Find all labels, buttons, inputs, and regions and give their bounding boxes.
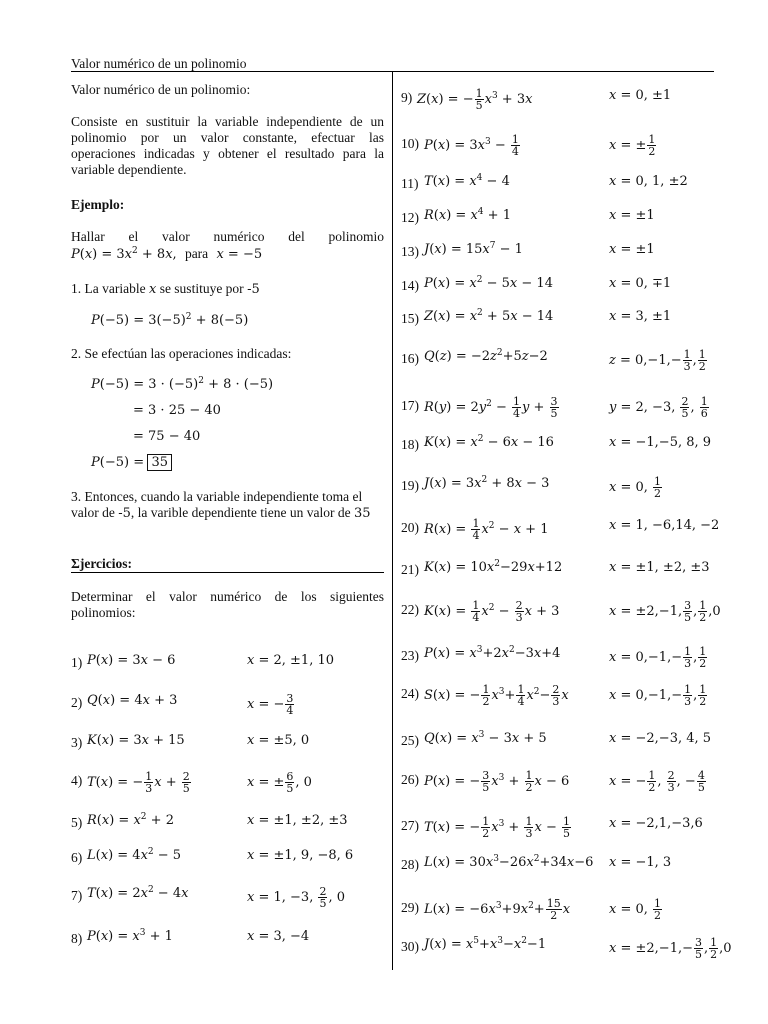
exercise-polynomial: $P(x) = x^2 - 5x - 14$ — [424, 275, 553, 291]
exercise-polynomial: T(x) = − $\frac{1}{3}$ x + $\frac{2}{5}$ — [87, 770, 190, 795]
exercise-polynomial: $J(x) = 3x^2 + 8x - 3$ — [424, 475, 550, 491]
exercise-number: 28) — [401, 857, 419, 872]
exercise-values: x = − $\frac{3}{4}$ — [247, 692, 294, 717]
exercise-number: 25) — [401, 733, 419, 748]
step-2-text: 2. Se efectúan las operaciones indicadas: — [71, 346, 292, 361]
exercise-polynomial: $R(x) = x^2 + 2$ — [87, 812, 174, 828]
exercise-polynomial: K(x) = $\frac{1}{4}$ $x^2$ − $\frac{2}{3}$ x + 3 — [424, 599, 560, 624]
exercise-polynomial: Q(x) = 4x + 3 — [87, 693, 178, 708]
exercise-values: x = − $\frac{1}{2}$ , $\frac{2}{3}$ , − $\frac{4}{5}$ — [609, 769, 705, 794]
exercise-number: 5) — [71, 815, 83, 830]
exercise-number: 12) — [401, 210, 419, 225]
exercise-values: x = 1, −6,14, −2 — [609, 518, 720, 533]
exercise-values: x = 3, ±1 — [609, 309, 672, 324]
exercise-values: x = −2,−3, 4, 5 — [609, 731, 712, 746]
exercise-number: 17) — [401, 398, 419, 413]
exercise-values: x = 0, $\frac{1}{2}$ — [609, 475, 662, 500]
column-divider — [392, 72, 393, 970]
exercise-polynomial: $Z(x) = x^2 + 5x - 14$ — [424, 308, 554, 324]
step-1-var: x — [148, 282, 157, 297]
exercise-polynomial: $R(y) = 2y^2$ − $\frac{1}{4}$ y + $\frac{3}{5}$ — [424, 395, 558, 420]
exercise-number: 22) — [401, 602, 419, 617]
exercise-number: 9) — [401, 90, 413, 105]
exercise-polynomial: $P(x) = 3x^3$ − $\frac{1}{4}$ — [424, 133, 519, 158]
step-1-value: -5 — [247, 282, 260, 297]
exercise-values: x = 0, ±1 — [609, 88, 672, 103]
exercise-polynomial: $Q(x) = x^3 - 3x + 5$ — [424, 730, 547, 746]
exercise-number: 7) — [71, 888, 83, 903]
exercise-number: 6) — [71, 850, 83, 865]
exercise-polynomial: $K(x) = 10x^2-29x+12$ — [424, 559, 563, 575]
step-3-value: -5 — [118, 506, 131, 521]
exercise-values: x = 1, −3, $\frac{2}{5}$ , 0 — [247, 885, 346, 910]
exercise-values: x = 0, ∓1 — [609, 276, 672, 291]
exercise-number: 3) — [71, 735, 83, 750]
exercise-values: x = ±5, 0 — [247, 733, 310, 748]
hallar-line-1: Hallar el valor numérico del polinomio — [71, 229, 384, 244]
exercise-polynomial: $L(x) = 30x^3-26x^2+34x-6$ — [424, 854, 594, 870]
exercise-number: 14) — [401, 278, 419, 293]
exercise-values: x = ±2,−1,− $\frac{3}{5}$ , $\frac{1}{2}$ ,0 — [609, 936, 732, 961]
step-1-rest: se sustituye por — [159, 281, 244, 296]
exercise-number: 2) — [71, 695, 83, 710]
exercise-number: 1) — [71, 655, 83, 670]
exercise-number: 29) — [401, 900, 419, 915]
exercise-number: 16) — [401, 351, 419, 366]
intro-title: Valor numérico de un polinomio: — [71, 82, 251, 97]
exercise-values: x = ±1, 9, −8, 6 — [247, 848, 354, 863]
exercise-number: 27) — [401, 818, 419, 833]
exercise-number: 18) — [401, 437, 419, 452]
exercise-values: x = 2, ±1, 10 — [247, 653, 335, 668]
exercise-number: 13) — [401, 244, 419, 259]
exercise-values: x = −1, 3 — [609, 855, 672, 870]
exercise-polynomial: T(x) = − $\frac{1}{2}$ $x^3$ + $\frac{1}{3}$ x − $\frac{1}{5}$ — [424, 815, 570, 840]
exercise-polynomial: $T(x) = 2x^2 - 4x$ — [87, 885, 189, 901]
exercise-polynomial: $J(x) = x^5+x^3-x^2-1$ — [424, 936, 547, 952]
exercise-number: 11) — [401, 176, 419, 191]
ejercicios-rule — [71, 572, 384, 573]
exercise-values: x = −2,1,−3,6 — [609, 816, 703, 831]
exercise-values: x = 0, 1, ±2 — [609, 174, 688, 189]
exercise-polynomial: $K(x) = x^2 - 6x - 16$ — [424, 434, 554, 450]
exercise-polynomial: Z(x) = − $\frac{1}{5}$ $x^3 + 3x$ — [417, 87, 533, 112]
exercise-polynomial: $Q(z) = -2z^2+5z-2$ — [424, 348, 548, 364]
exercise-number: 10) — [401, 136, 419, 151]
exercise-number: 21) — [401, 562, 419, 577]
step-2-line-3: = 75 − 40 — [133, 429, 201, 444]
exercise-number: 20) — [401, 520, 419, 535]
exercise-polynomial: S(x) = − $\frac{1}{2}$ $x^3+$ $\frac{1}{4}$ $x^2-$ $\frac{2}{3}$ x — [424, 683, 569, 708]
exercise-values: x = ± $\frac{1}{2}$ — [609, 133, 656, 158]
exercise-polynomial: $L(x) = 4x^2 - 5$ — [87, 847, 182, 863]
exercise-values: x = 0,−1,− $\frac{1}{3}$ , $\frac{1}{2}$ — [609, 645, 707, 670]
exercise-number: 19) — [401, 478, 419, 493]
determinar-text: Determinar el valor numérico de los siguientes polinomios: — [71, 589, 384, 620]
step-3-paragraph — [71, 489, 384, 522]
step-1-text: 1. La variable — [71, 281, 146, 296]
exercise-polynomial: $T(x) = x^4 - 4$ — [424, 173, 510, 189]
step-3-text: 3. Entonces, cuando la variable independiente toma el valor de — [71, 489, 363, 520]
step-2-line-2: = 3 · 25 − 40 — [133, 403, 221, 418]
step-2-result — [91, 454, 172, 470]
ejemplo-title: Ejemplo: — [71, 197, 125, 212]
intro-paragraph: Consiste en sustituir la variable independiente de un polinomio por un valor constante, efectuar las operaciones indicadas y obtener el resultado para la variable dependiente. — [71, 114, 384, 177]
exercise-values: x = ±1 — [609, 208, 655, 223]
exercise-polynomial: K(x) = 3x + 15 — [87, 733, 185, 748]
exercise-number: 15) — [401, 311, 419, 326]
exercise-number: 4) — [71, 773, 83, 788]
exercise-polynomial: $L(x) = -6x^3+9x^2+$ $\frac{15}{2}$ x — [424, 897, 571, 922]
exercise-values: y = 2, −3, $\frac{2}{5}$ , $\frac{1}{6}$ — [609, 395, 708, 420]
step-3-result: 35 — [353, 506, 371, 521]
exercise-values: z = 0,−1,− $\frac{1}{3}$ , $\frac{1}{2}$ — [609, 348, 706, 373]
exercise-number: 24) — [401, 686, 419, 701]
exercise-values: x = ±1 — [609, 242, 655, 257]
exercise-polynomial: $P(x) = x^3 + 1$ — [87, 928, 173, 944]
exercise-values: x = ±2,−1, $\frac{3}{5}$ , $\frac{1}{2}$ ,0 — [609, 599, 721, 624]
exercise-polynomial: $R(x) = x^4 + 1$ — [424, 207, 511, 223]
exercise-number: 30) — [401, 939, 419, 954]
exercise-values: x = 0, $\frac{1}{2}$ — [609, 897, 662, 922]
exercise-polynomial: P(x) = − $\frac{3}{5}$ $x^3$ + $\frac{1}{2}$ x − 6 — [424, 769, 570, 794]
result-lhs: P(−5) = — [91, 455, 145, 470]
ejercicios-title: Σjercicios: — [71, 556, 133, 571]
exercise-polynomial: $P(x) = x^3+2x^2-3x+4$ — [424, 645, 561, 661]
hallar-line-2: $P(x) = 3x^2 + 8x$, para x = −5 — [71, 246, 263, 262]
exercise-number: 8) — [71, 931, 83, 946]
step-1-line — [71, 281, 260, 297]
exercise-values: x = −1,−5, 8, 9 — [609, 435, 712, 450]
step-1-equation: $P(-5) = 3(-5)^2 + 8(-5)$ — [91, 312, 249, 328]
exercise-values: x = ±1, ±2, ±3 — [609, 560, 710, 575]
exercise-values: x = ± $\frac{6}{5}$ , 0 — [247, 770, 312, 795]
exercise-polynomial: $J(x) = 15x^7 - 1$ — [424, 241, 523, 257]
exercise-polynomial: P(x) = 3x − 6 — [87, 653, 176, 668]
exercise-values: x = 0,−1,− $\frac{1}{3}$ , $\frac{1}{2}$ — [609, 683, 707, 708]
exercise-values: x = 3, −4 — [247, 929, 310, 944]
page-header-title: Valor numérico de un polinomio — [71, 56, 247, 71]
step-2-line-1: $P(-5) = 3 \cdot (-5)^2 + 8 \cdot (-5)$ — [91, 376, 274, 392]
exercise-values: x = ±1, ±2, ±3 — [247, 813, 348, 828]
exercise-polynomial: R(x) = $\frac{1}{4}$ $x^2 - x + 1$ — [424, 517, 549, 542]
result-box: 35 — [147, 454, 172, 471]
step-3-mid: , la varible dependiente tiene un valor de — [130, 505, 351, 520]
exercise-number: 26) — [401, 772, 419, 787]
exercise-number: 23) — [401, 648, 419, 663]
